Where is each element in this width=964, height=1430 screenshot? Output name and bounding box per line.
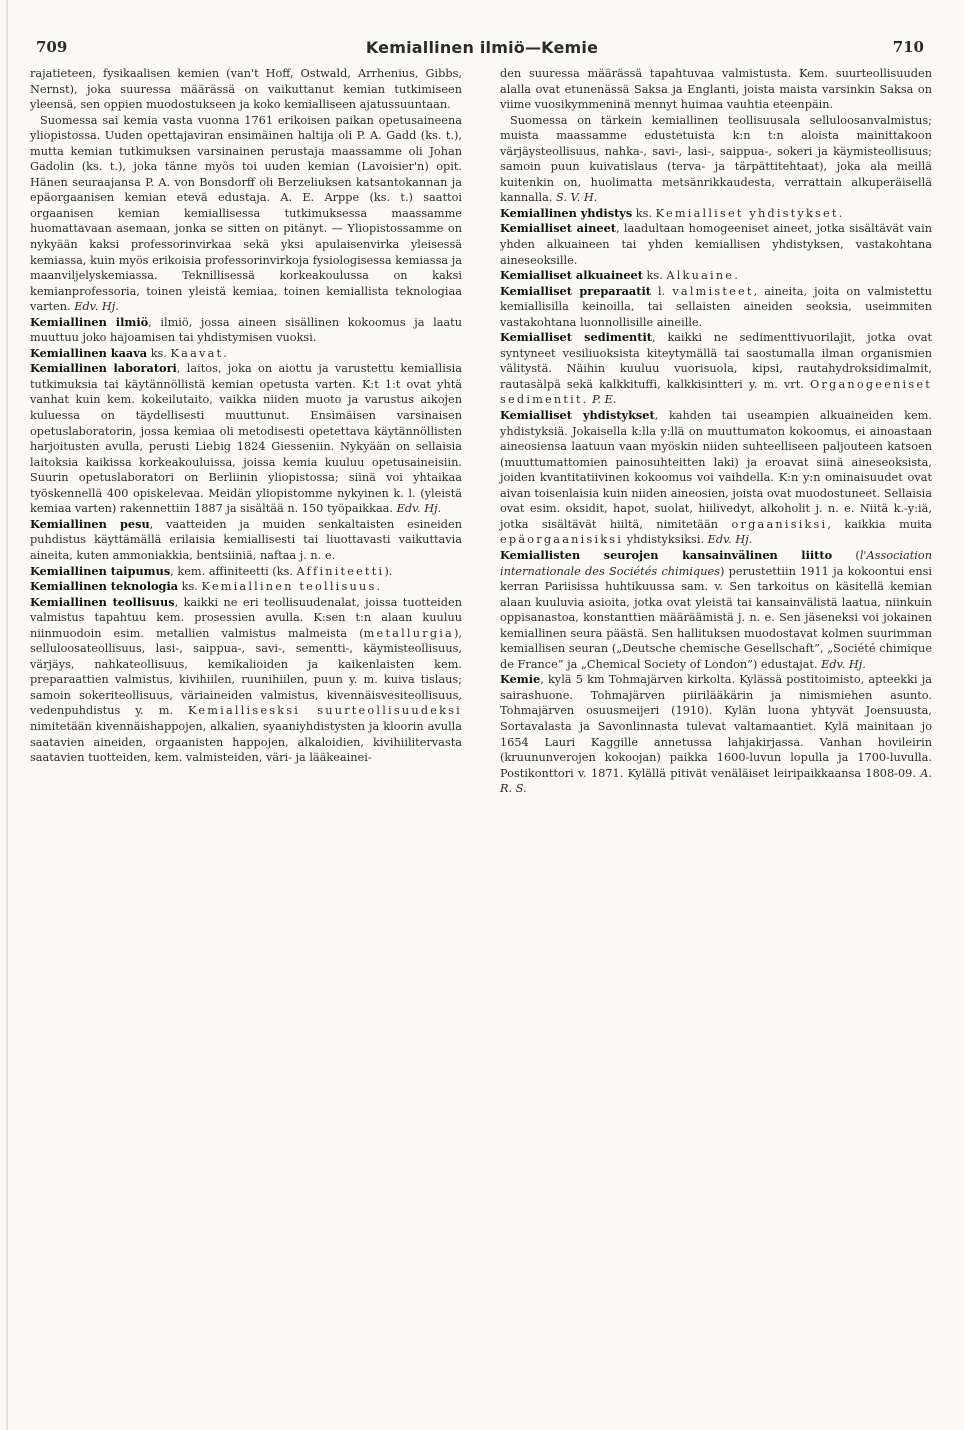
- spaced-term: Kaavat.: [170, 346, 230, 360]
- running-title: Kemiallinen ilmiö—Kemie: [365, 38, 599, 57]
- body-text: , kaikki ne eri teollisuudenalat, joissa tuotteiden valmistus tapahtuu kem. prosessien avulla. K:sen t:n alaan kuuluu niinmuodoin esim. metallien valmistus malmeista (: [30, 595, 462, 640]
- entry-headword: Kemialliset sedimentit: [500, 330, 652, 345]
- body-text: , vaatteiden ja muiden senkaltaisten esineiden puhdistus käyttämällä erilaisia kemiallisesti tai liuottavasti vaikuttavia aineita, kuten ammoniakkia, bentsiiniä, naftaa j. n. e.: [30, 517, 462, 562]
- entry-paragraph: [500, 268, 932, 284]
- entry-headword: Kemiallinen teknologia: [30, 579, 179, 594]
- body-text: , ilmiö, jossa aineen sisällinen kokoomus ja laatu muuttuu joko hajoamisen tai yhdistymisen vuoksi.: [30, 315, 462, 345]
- entry-headword: Kemiallisten seurojen kansainvälinen liitto: [500, 547, 833, 562]
- page-header: [30, 38, 934, 60]
- entry-paragraph: [30, 595, 462, 766]
- entry-headword: Kemiallinen pesu: [30, 516, 150, 531]
- entry-headword: Kemiallinen ilmiö: [30, 314, 149, 329]
- entry-headword: Kemiallinen taipumus: [30, 563, 171, 578]
- entry-paragraph: [30, 361, 462, 516]
- entry-paragraph: [500, 113, 932, 206]
- spaced-term: Organogeeniset sedimentit.: [500, 377, 932, 407]
- body-text: , kahden tai useampien alkuaineiden kem. yhdistyksiä. Jokaisella k:lla y:llä on muuttumaton kokoomus, ei ainoastaan aineosiensa laatuun vaan myöskin niiden suhteelliseen paljouteen katsoen (muuttumattomien painosuhteitten laki) ja eroavat siinä aineseoksista, joiden kvantitatiivinen kokoomus voi vaihdella. K:n y:n ominaisuudet ovat aivan toisenlaisia kuin niiden aineosien, joista ovat muodostuneet. Sellaisia ovat esim. oksidit, hapot, suolat, hiilivedyt, alkoholit j. n. e. Niitä k.-y:iä, jotka sisältävät hiiltä, nimitetään: [500, 409, 932, 531]
- body-text: rajatieteen, fysikaalisen kemien (van't Hoff, Ostwald, Arrhenius, Gibbs, Nernst), joka suuressa määrässä on vaikuttanut kemian tutkimiseen yleensä, sen oppien muodostukseen ja koko kemialliseen ajatussuuntaan.: [30, 67, 462, 112]
- spaced-term: epäorgaanisiksi: [500, 533, 624, 547]
- entry-headword: Kemiallinen kaava: [30, 345, 148, 360]
- entry-paragraph: [30, 113, 462, 315]
- author-signature: A. R. S.: [500, 766, 932, 796]
- body-text: , aineita, joita on valmistettu kemiallisilla keinoilla, tai sellaisten aineiden seoksia, useimmiten vastakohtana luonnollisille aineille.: [500, 284, 932, 329]
- spaced-term: metallurgia: [363, 626, 454, 640]
- body-text: , kylä 5 km Tohmajärven kirkolta. Kylässä postitoimisto, apteekki ja sairashuone. Tohmajärven piirilääkärin ja nimismiehen asunto. Tohmajärven osuusmeijeri (1910). Kylän luona yhtyvät Joensuusta, Sortavalasta ja Savonlinnasta tulevat valtamaantiet. Kylä mainitaan jo 1654 Lauri Kaggille annetussa lahjakirjassa. Vanhan hovileirin (kruununverojen kokoojan) paikka 1600-luvun lopulla ja 1700-luvulla. Postikonttori v. 1871. Kylällä pitivät venäläiset leiripaikkaansa 1808-09.: [500, 673, 932, 780]
- spaced-term: Kemiallisesksi suurteollisuudeksi: [188, 704, 462, 718]
- entry-paragraph: [500, 221, 932, 268]
- body-text: , kaikkia muita: [827, 517, 932, 531]
- spaced-term: Kemiallinen teollisuus.: [201, 580, 383, 594]
- body-text: ) perustettiin 1911 ja kokoontui ensi kerran Pariisissa huhtikuussa sam. v. Sen tarkoitus on käsitellä kemian alaan kuuluvia asioita, jotka ovat yleistä tai kansainvälistä laatua, niinkuin oppisanastoa, konstanttien määräämistä j. n. e. Sen jäseneksi voi jokainen kemiallinen seura päästä. Sen hallituksen muodostavat kolmen suurimman kemiallisen seuran („Deutsche chemische Gesellschaft”, „Société chimique de France” ja „Chemical Society of London”) edustajat.: [500, 564, 933, 671]
- body-text: ks.: [632, 206, 656, 220]
- entry-headword: Kemie: [500, 672, 541, 687]
- spaced-term: Alkuaine.: [666, 269, 740, 283]
- page-number-right: 710: [892, 38, 924, 56]
- entry-paragraph: [500, 330, 932, 408]
- entry-headword: Kemialliset preparaatit: [500, 283, 651, 298]
- entry-paragraph: [500, 284, 932, 331]
- body-text: ).: [384, 564, 393, 578]
- entry-paragraph: [30, 346, 462, 362]
- entry-paragraph: [30, 564, 462, 580]
- entry-headword: Kemiallinen laboratori: [30, 361, 177, 376]
- entry-headword: Kemiallinen yhdistys: [500, 205, 633, 220]
- entry-paragraph: [30, 579, 462, 595]
- author-signature: P. E.: [592, 393, 617, 407]
- entry-headword: Kemialliset alkuaineet: [500, 268, 643, 283]
- entry-paragraph: [500, 206, 932, 222]
- entry-headword: Kemialliset yhdistykset: [500, 408, 655, 423]
- body-text: , kaikki ne sedimenttivuorilajit, jotka ovat syntyneet vesiliuoksista kiteytymällä tai saostumalla ilman organismien välitystä. Näihin kuuluu vuorisuola, kipsi, rautahydroksidimalmit, rautasälpä sekä kalkkituffi, kalkkisintteri y. m. vrt.: [500, 331, 933, 391]
- body-text: ks.: [147, 346, 171, 360]
- entry-headword: Kemiallinen teollisuus: [30, 594, 175, 609]
- author-signature: Edv. Hj.: [707, 533, 753, 547]
- entry-paragraph: [30, 66, 462, 113]
- body-text: Suomessa sai kemia vasta vuonna 1761 erikoisen paikan opetusaineena yliopistossa. Uuden opettajaviran ensimäinen haltija oli P. A. Gadd (ks. t.), mutta kemian tutkimuksen varsinainen perustaja maassamme oli Johan Gadolin (ks. t.), joka tänne myös toi uuden kemian (Lavoisier'n) opit. Hänen seuraajansa P. A. von Bonsdorff oli Berzeliuksen katsantokannan ja epäorgaanisen kemian etevä edustaja. A. E. Arppe (ks. t.) saattoi orgaanisen kemian kemiallisessa tutkimuksessa maassamme huomattavaan asemaan, jonka se sitten on pitänyt. — Yliopistossamme on nykyään kaksi professorinvirkaa sekä yksi apulaisenvirka yleisessä kemiassa, kuin myös erikoisia professorinvirkoja fysiologisessa kemiassa ja maanviljelyskemiassa. Teknillisessä korkeakoulussa on kaksi kemianprofessoria, toinen yleistä kemiaa, toinen kemiallista teknologiaa varten.: [30, 113, 462, 314]
- entry-paragraph: [500, 408, 932, 548]
- body-text: , laadultaan homogeeniset aineet, jotka sisältävät vain yhden alkuaineen tai yhden kemiallisen yhdistyksen, vastakohtana aineseoksille.: [500, 222, 932, 267]
- body-text: ks.: [642, 269, 667, 283]
- entry-paragraph: [30, 517, 462, 564]
- spaced-term: Kemialliset yhdistykset.: [655, 206, 845, 220]
- page-edge: [6, 0, 8, 1430]
- body-text: ), selluloosateollisuus, lasi-, saippua-, savi-, sementti-, käymisteollisuus, värjäys, nahkateollisuus, kemikalioiden ja kaikenlaisten kem. preparaattien valmistus, kivihiilen, ruunihiilen, puun y. m. kuiva tislaus; samoin sokeriteollisuus, väriaineiden valmistus, kivennäisvesiteollisuus, vedenpuhdistus y. m.: [30, 626, 462, 718]
- author-signature: Edv. Hj.: [74, 300, 119, 314]
- author-signature: S. V. H.: [556, 191, 598, 205]
- right-column: [500, 66, 932, 797]
- body-text: den suuressa määrässä tapahtuvaa valmistusta. Kem. suurteollisuuden alalla ovat etunenässä Saksa ja Englanti, joista maista varsinkin Saksa on viime vuosikymmeninä mennyt huimaa vauhtia eteenpäin.: [500, 67, 932, 112]
- body-text: l.: [650, 284, 673, 298]
- italic-text: l'Association internationale des Sociétés chimiques: [500, 548, 932, 578]
- author-signature: Edv. Hj.: [396, 502, 442, 516]
- body-text: yhdistyksiksi.: [623, 533, 708, 547]
- spaced-term: orgaanisiksi: [731, 517, 828, 531]
- entry-headword: Kemialliset aineet: [500, 221, 617, 236]
- entry-paragraph: [500, 672, 932, 796]
- body-text: , laitos, joka on aiottu ja varustettu kemiallisia tutkimuksia tai käytännöllistä kemian opetusta varten. K:t 1:t ovat yhtä vanhat kuin kem. kokeilutaito, vaikka niiden muoto ja varustus aikojen kuluessa on täydellisesti muuttunut. Ensimäisen varsinaisen opetuslaboratorin, jossa kemiaa oli metodisesti opetettava käytännöllisten harjoitusten avulla, perusti Liebig 1824 Giesseniin. Nykyään on sellaisia laitoksia kaikissa korkeakouluissa, joissa kemia kuuluu opetusaineisiin. Suurin opetuslaboratori on Berliinin yliopistossa; siinä voi yhtaikaa työskennellä 400 opiskelevaa. Meidän yliopistomme nykyinen k. l. (yleistä kemiaa varten) rakennettiin 1887 ja sisältää n. 150 työpaikkaa.: [30, 362, 463, 516]
- body-text: Suomessa on tärkein kemiallinen teollisuusala selluloosanvalmistus; muista maassamme edustetuista k:n t:n aloista mainittakoon värjäysteollisuus, nahka-, savi-, lasi-, saippua-, sokeri ja käymisteollisuus; samoin puun kuivatislaus (terva- ja tärpättitehtaat), joka ala meillä kuitenkin on, huolimatta metsänrikkaudesta, verrattain alkuperäisellä kannalla.: [500, 113, 932, 205]
- entry-paragraph: [500, 548, 932, 672]
- body-text: nimitetään kivennäishappojen, alkalien, syaaniyhdistysten ja kloorin avulla saatavien aineiden, orgaanisten happojen, alkaloidien, kivihiilitervasta saatavien tuotteiden, kem. valmisteiden, väri- ja lääkeainei-: [30, 719, 462, 765]
- page-number-left: 709: [36, 38, 68, 56]
- left-column: [30, 66, 462, 766]
- spaced-term: Affiniteetti: [296, 564, 385, 578]
- entry-paragraph: [30, 315, 462, 346]
- author-signature: Edv. Hj.: [817, 657, 866, 671]
- entry-paragraph: [500, 66, 932, 113]
- body-text: ks.: [178, 580, 202, 594]
- spaced-term: valmisteet: [672, 284, 754, 298]
- body-text: , kem. affiniteetti (ks.: [170, 564, 297, 578]
- body-text: (: [832, 548, 860, 562]
